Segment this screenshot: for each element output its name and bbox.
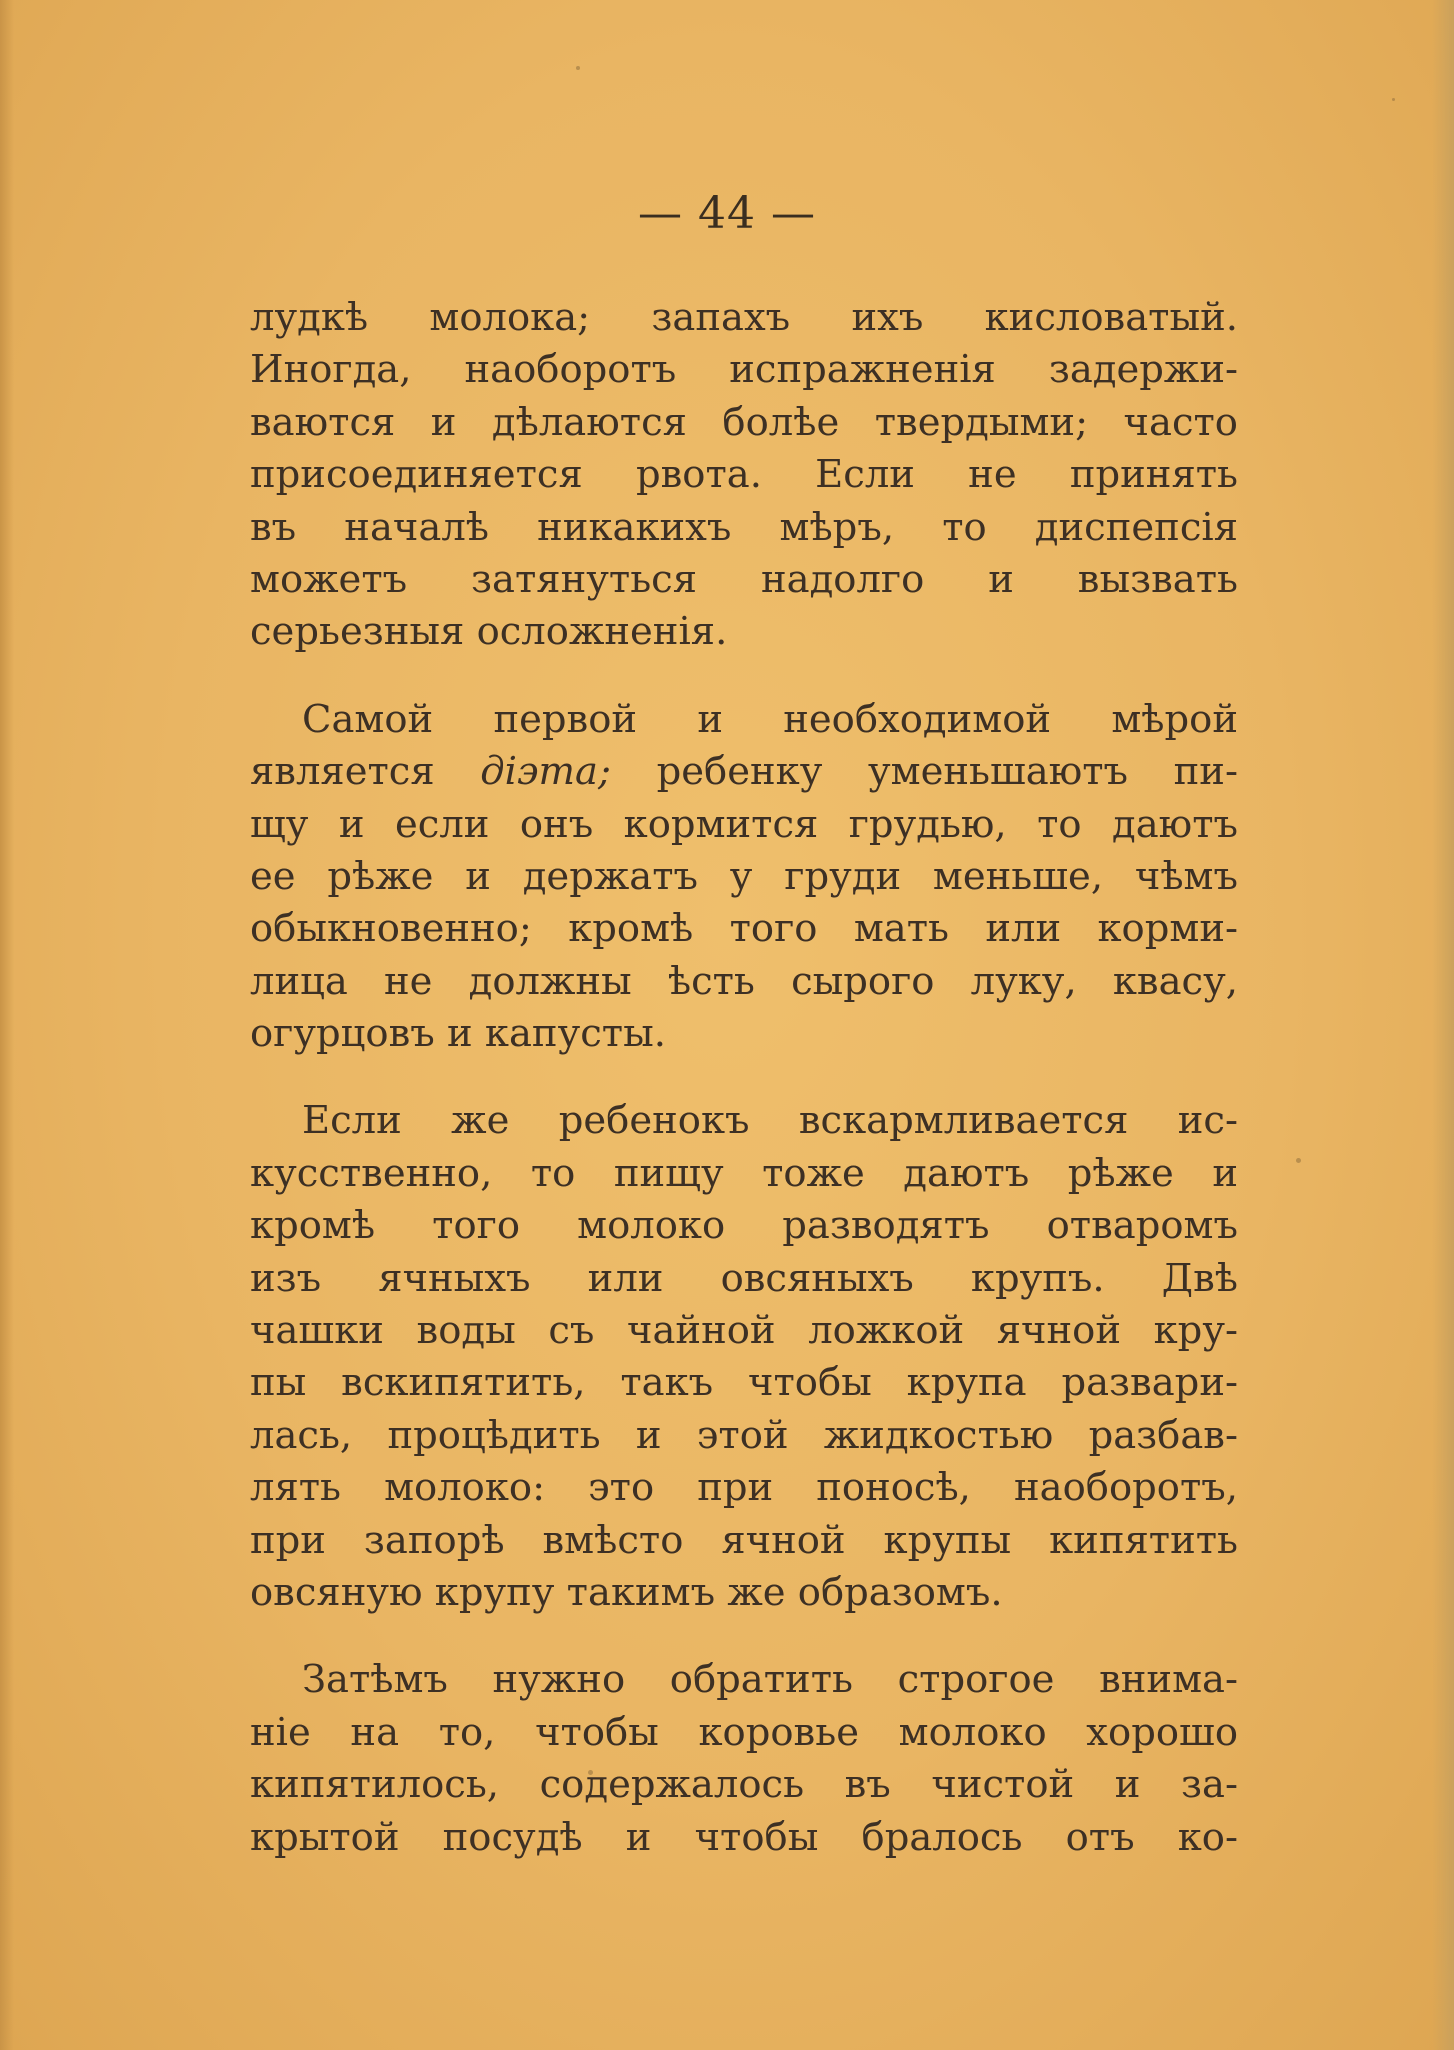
text-line: въ началѣ никакихъ мѣръ, то диспепсія bbox=[250, 504, 1238, 550]
page-left-edge bbox=[0, 0, 14, 2050]
paragraph-3 bbox=[250, 1095, 1238, 1619]
text-line: ее рѣже и держатъ у груди меньше, чѣмъ bbox=[250, 853, 1238, 899]
text-line: лять молоко: это при поносѣ, наоборотъ, bbox=[250, 1465, 1238, 1511]
page-right-edge bbox=[1432, 0, 1454, 2050]
text-line: ніе на то, чтобы коровье молоко хорошо bbox=[250, 1709, 1238, 1755]
text-line: кипятилось, содержалось въ чистой и за- bbox=[250, 1762, 1238, 1808]
paragraph-2 bbox=[250, 694, 1238, 1061]
text-line: кромѣ того молоко разводятъ отваромъ bbox=[250, 1203, 1238, 1249]
emphasis-term: діэта; bbox=[480, 749, 611, 795]
text-line: кусственно, то пищу тоже даютъ рѣже и bbox=[250, 1150, 1238, 1196]
page-number: — 44 — bbox=[638, 188, 816, 239]
paper-speck bbox=[1392, 98, 1395, 101]
text-line: Самой первой и необходимой мѣрой bbox=[302, 696, 1238, 742]
text-line-mixed bbox=[250, 746, 1238, 798]
text-line: Затѣмъ нужно обратить строгое внима- bbox=[302, 1657, 1238, 1703]
text-line: ваются и дѣлаются болѣе твердыми; часто bbox=[250, 399, 1238, 445]
text-line: лица не должны ѣсть сырого луку, квасу, bbox=[250, 958, 1238, 1004]
text-line: пы вскипятить, такъ чтобы крупа развари- bbox=[250, 1360, 1238, 1406]
text-line: крытой посудѣ и чтобы бралось отъ ко- bbox=[250, 1814, 1238, 1860]
text-line: можетъ затянуться надолго и вызвать bbox=[250, 556, 1238, 602]
text-line: лудкѣ молока; запахъ ихъ кисловатый. bbox=[250, 295, 1238, 340]
paragraph-1 bbox=[250, 292, 1238, 659]
text-line: Если же ребенокъ вскармливается ис- bbox=[302, 1098, 1238, 1144]
paragraph-4 bbox=[250, 1654, 1238, 1864]
text-line: Иногда, наоборотъ испражненія задержи- bbox=[250, 347, 1238, 393]
text-fragment: является bbox=[250, 749, 435, 795]
paper-speck bbox=[1296, 1158, 1301, 1163]
text-line: лась, процѣдить и этой жидкостью разбав- bbox=[250, 1412, 1238, 1458]
text-line: чашки воды съ чайной ложкой ячной кру- bbox=[250, 1308, 1238, 1354]
text-line: овсяную крупу такимъ же образомъ. bbox=[250, 1569, 1003, 1615]
text-line: щу и если онъ кормится грудью, то даютъ bbox=[250, 801, 1238, 847]
text-line: изъ ячныхъ или овсяныхъ крупъ. Двѣ bbox=[250, 1255, 1238, 1301]
text-line: серьезныя осложненія. bbox=[250, 609, 728, 655]
text-line: при запорѣ вмѣсто ячной крупы кипятить bbox=[250, 1517, 1238, 1563]
body-text bbox=[250, 292, 1238, 1864]
text-fragment: ребенку уменьшаютъ пи- bbox=[656, 749, 1238, 795]
text-line: присоединяется рвота. Если не принять bbox=[250, 452, 1238, 498]
paper-speck bbox=[576, 66, 580, 70]
text-line: обыкновенно; кромѣ того мать или корми- bbox=[250, 906, 1238, 952]
text-line: огурцовъ и капусты. bbox=[250, 1011, 666, 1057]
